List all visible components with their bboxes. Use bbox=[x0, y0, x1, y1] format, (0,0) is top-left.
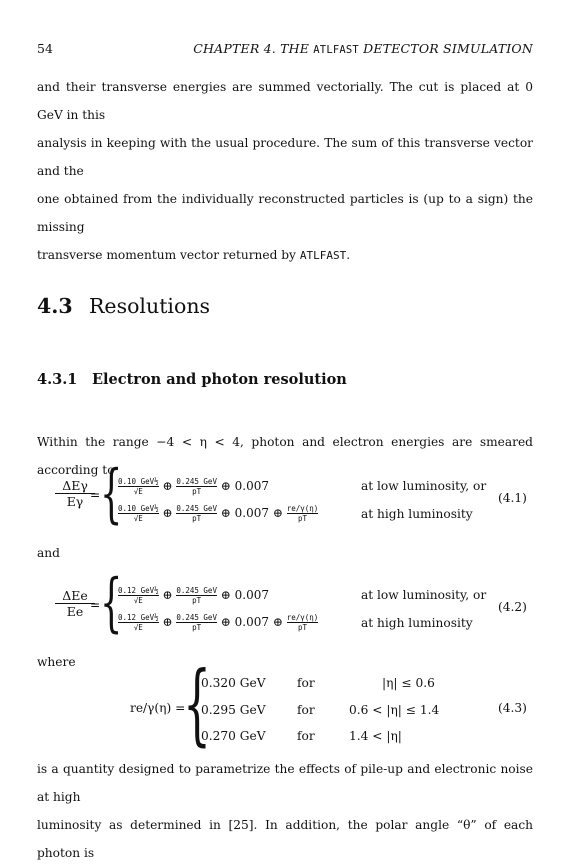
subsection-title: Electron and photon resolution bbox=[92, 371, 347, 388]
eq3-row2-cond: 0.6 < |η| ≤ 1.4 bbox=[349, 703, 440, 717]
eq2-lhs-numerator: ΔEe bbox=[62, 588, 88, 603]
eq2-equals: = bbox=[90, 598, 101, 612]
eq2-rows bbox=[118, 586, 487, 646]
eq3-row1-value: 0.320 GeV bbox=[201, 676, 266, 690]
eq1-cond-low: at low luminosity, or bbox=[361, 479, 487, 493]
running-header-prefix: CHAPTER 4. THE bbox=[193, 41, 314, 56]
eq3-row3-cond: 1.4 < |η| bbox=[349, 729, 402, 743]
eq1-row2: 0.10 GeV½ √E ⊕ 0.245 GeV pT ⊕ 0.007 ⊕ $\frac{re/\gamma(\eta)}{pT}$ bbox=[118, 504, 319, 523]
eq2-lhs bbox=[55, 588, 95, 619]
eq3-row2-value: 0.295 GeV bbox=[201, 703, 266, 717]
eq1-lhs-numerator: ΔEγ bbox=[62, 478, 88, 493]
eq1-lhs-denominator: Eγ bbox=[55, 493, 95, 509]
section-title: Resolutions bbox=[89, 294, 211, 318]
eq3-lhs: re/γ(η) = bbox=[130, 701, 186, 715]
eq2-cond-high: at high luminosity bbox=[361, 616, 473, 630]
eq3-brace: { bbox=[183, 652, 211, 755]
eq3-row1-for: for bbox=[297, 676, 315, 690]
running-header bbox=[193, 41, 533, 56]
page-number: 54 bbox=[37, 41, 53, 56]
closing-line: luminosity as determined in [25]. In addition, the polar angle “θ” of each photon is bbox=[37, 818, 533, 860]
eq1-brace: { bbox=[100, 457, 123, 531]
eq3-row1-cond: |η| ≤ 0.6 bbox=[382, 676, 435, 690]
intro-paragraph bbox=[37, 73, 533, 270]
subsection-number: 4.3.1 bbox=[37, 371, 78, 388]
eq2-lhs-denominator: Ee bbox=[55, 603, 95, 619]
eq2-row1: 0.12 GeV½ √E ⊕ 0.245 GeV pT ⊕ 0.007 bbox=[118, 586, 270, 605]
eq3-row3-value: 0.270 GeV bbox=[201, 729, 266, 743]
eq1-number: (4.1) bbox=[498, 491, 527, 505]
where-word: where bbox=[37, 655, 76, 669]
running-header-suffix: DETECTOR SIMULATION bbox=[358, 41, 533, 56]
eq2-cond-low: at low luminosity, or bbox=[361, 588, 487, 602]
eq3-number: (4.3) bbox=[498, 701, 527, 715]
eq3-row3-for: for bbox=[297, 729, 315, 743]
eq2-brace: { bbox=[100, 566, 123, 640]
eq1-row1: 0.10 GeV½ √E ⊕ 0.245 GeV pT ⊕ 0.007 bbox=[118, 477, 270, 496]
eq1-equals: = bbox=[90, 488, 101, 502]
section-number: 4.3 bbox=[37, 294, 73, 318]
intro-line: one obtained from the individually reconstructed particles is (up to a sign) the missing bbox=[37, 192, 533, 234]
section-heading bbox=[37, 294, 210, 318]
range-sentence: Within the range −4 < η < 4, photon and electron energies are smeared according to bbox=[37, 435, 533, 477]
eq2-number: (4.2) bbox=[498, 600, 527, 614]
closing-paragraph bbox=[37, 755, 533, 867]
eq3-row2-for: for bbox=[297, 703, 315, 717]
intro-line: analysis in keeping with the usual procedure. The sum of this transverse vector and the bbox=[37, 136, 533, 178]
eq1-cond-high: at high luminosity bbox=[361, 507, 473, 521]
closing-line: is a quantity designed to parametrize the effects of pile-up and electronic noise at high bbox=[37, 762, 533, 804]
intro-line: and their transverse energies are summed vectorially. The cut is placed at 0 GeV in this bbox=[37, 80, 533, 122]
atlfast-code: ATLFAST bbox=[299, 249, 347, 262]
eq1-rows bbox=[118, 477, 487, 537]
running-header-atlfast: ATLFAST bbox=[313, 44, 359, 56]
subsection-heading bbox=[37, 371, 347, 388]
eq1-lhs bbox=[55, 478, 95, 509]
eq2-row2: 0.12 GeV½ √E ⊕ 0.245 GeV pT ⊕ 0.007 ⊕ $\frac{re/\gamma(\eta)}{pT}$ bbox=[118, 613, 319, 632]
and-word: and bbox=[37, 546, 60, 560]
intro-line: transverse momentum vector returned by ATLFAST. bbox=[37, 248, 351, 262]
